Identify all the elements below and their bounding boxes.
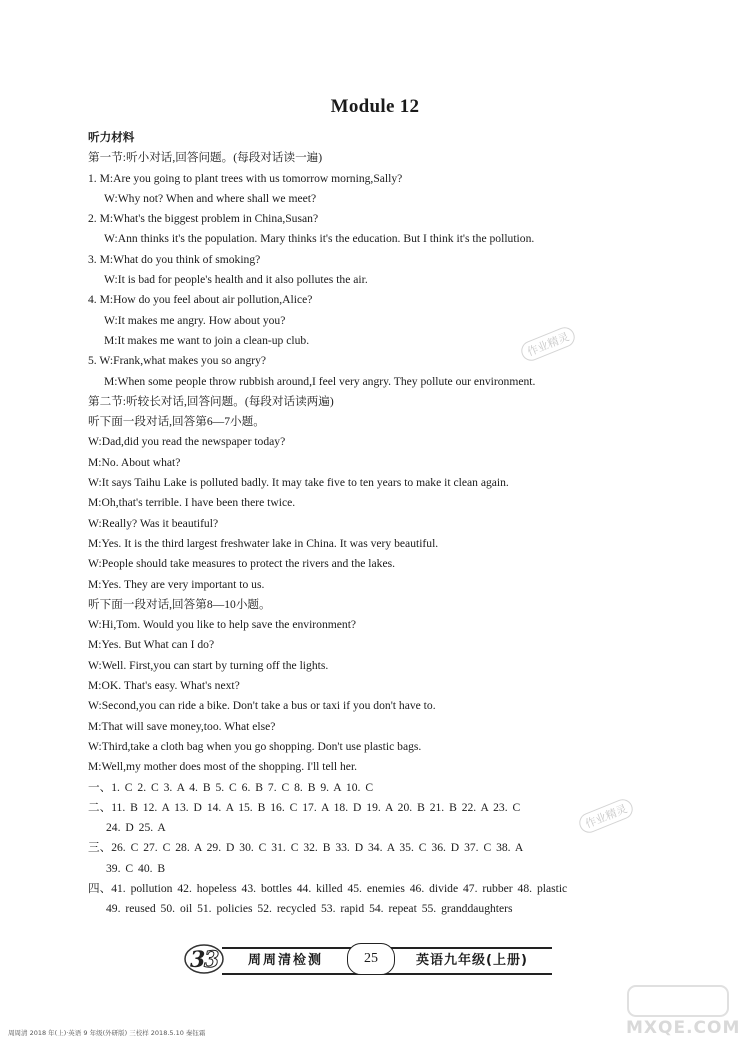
- answer-section-4-cont: 49. reused 50. oil 51. policies 52. recycled 53. rapid 54. repeat 55. granddaughters: [106, 902, 513, 916]
- dialog-4: [88, 290, 668, 351]
- long-dialog-line: M:Well,my mother does most of the shopping. I'll tell her.: [88, 760, 358, 774]
- long-dialog-line: M:Yes. But What can I do?: [88, 638, 215, 652]
- long-dialog-line: M:OK. That's easy. What's next?: [88, 679, 240, 693]
- part2-heading: 第二节:听较长对话,回答问题。(每段对话读两遍): [88, 394, 334, 408]
- document-body: [88, 128, 668, 920]
- long-dialog-line: W:Third,take a cloth bag when you go shopping. Don't use plastic bags.: [88, 739, 422, 753]
- footer-right-label: 英语九年级(上册): [416, 953, 528, 968]
- dialog-5: [88, 351, 668, 392]
- dialog-number: 4.: [88, 293, 97, 307]
- footer-left-label: 周周清检测: [248, 953, 324, 968]
- answer-section-3-cont: 39. C 40. B: [106, 861, 166, 875]
- long-dialog-line: W:People should take measures to protect the rivers and the lakes.: [88, 557, 396, 571]
- long-dialog-line: M:Oh,that's terrible. I have been there twice.: [88, 496, 296, 510]
- dialog-line: M:What's the biggest problem in China,Susan?: [99, 212, 319, 226]
- part1-heading: 第一节:听小对话,回答问题。(每段对话读一遍): [88, 151, 323, 165]
- long-dialog-line: W:Well. First,you can start by turning off the lights.: [88, 658, 329, 672]
- long-dialog-1-intro: 听下面一段对话,回答第6—7小题。: [88, 415, 265, 429]
- dialog-line: W:Frank,what makes you so angry?: [99, 354, 267, 368]
- page-number: 25: [347, 943, 395, 975]
- long-dialog-line: W:Dad,did you read the newspaper today?: [88, 435, 286, 449]
- section-label: 听力材料: [88, 131, 135, 144]
- dialog-number: 2.: [88, 212, 97, 226]
- dialog-line: M:What do you think of smoking?: [99, 252, 261, 266]
- dialog-number: 5.: [88, 354, 97, 368]
- dialog-line: M:Are you going to plant trees with us tomorrow morning,Sally?: [99, 171, 403, 185]
- svg-text:3: 3: [204, 947, 220, 973]
- answer-section-1: 一、1. C 2. C 3. A 4. B 5. C 6. B 7. C 8. B 9. A 10. C: [88, 780, 374, 794]
- long-dialog-line: M:Yes. It is the third largest freshwater lake in China. It was very beautiful.: [88, 536, 439, 550]
- page-footer: [182, 941, 564, 975]
- watermark: 作业精灵: [576, 796, 635, 836]
- answer-section-2-cont: 24. D 25. A: [106, 821, 166, 835]
- corner-watermark-text: MXQE.COM: [626, 1018, 741, 1038]
- dialog-2: [88, 209, 668, 250]
- answer-section-2: 二、11. B 12. A 13. D 14. A 15. B 16. C 17. A 18. D 19. A 20. B 21. B 22. A 23. C: [88, 800, 521, 814]
- dialog-line: W:It is bad for people's health and it also pollutes the air.: [104, 273, 368, 287]
- dialog-line: M:When some people throw rubbish around,I feel very angry. They pollute our environment.: [104, 374, 536, 388]
- long-dialog-line: W:Hi,Tom. Would you like to help save the environment?: [88, 618, 357, 632]
- answer-section-3: 三、26. C 27. C 28. A 29. D 30. C 31. C 32. B 33. D 34. A 35. C 36. D 37. C 38. A: [88, 841, 524, 855]
- svg-text:3: 3: [190, 947, 206, 973]
- long-dialog-line: W:Second,you can ride a bike. Don't take a bus or taxi if you don't have to.: [88, 699, 436, 713]
- watermark: 作业精灵: [518, 324, 577, 364]
- long-dialog-line: W:It says Taihu Lake is polluted badly. It may take five to ten years to make it clean again.: [88, 476, 509, 490]
- dialog-3: [88, 250, 668, 291]
- long-dialog-line: W:Really? Was it beautiful?: [88, 516, 219, 530]
- dialog-line: W:Ann thinks it's the population. Mary thinks it's the education. But I think it's the pollution.: [104, 232, 535, 246]
- long-dialog-line: M:That will save money,too. What else?: [88, 719, 276, 733]
- long-dialog-line: M:Yes. They are very important to us.: [88, 577, 265, 591]
- dialog-number: 3.: [88, 252, 97, 266]
- dialog-line: W:Why not? When and where shall we meet?: [104, 191, 317, 205]
- dialog-number: 1.: [88, 171, 97, 185]
- long-dialog-2-intro: 听下面一段对话,回答第8—10小题。: [88, 597, 271, 611]
- dialog-1: [88, 169, 668, 210]
- dialog-line: M:It makes me want to join a clean-up club.: [104, 333, 310, 347]
- long-dialog-line: M:No. About what?: [88, 455, 181, 469]
- print-note: 周周清 2018 年(上)·英语 9 年级(外研版) 三校样 2018.5.10 秦钰霜: [8, 1029, 206, 1037]
- dialog-line: M:How do you feel about air pollution,Alice?: [99, 293, 313, 307]
- dialog-line: W:It makes me angry. How about you?: [104, 313, 286, 327]
- answer-section-4: 四、41. pollution 42. hopeless 43. bottles 44. killed 45. enemies 46. divide 47. rubber 48. plastic: [88, 881, 568, 895]
- page-title: Module 12: [330, 96, 420, 117]
